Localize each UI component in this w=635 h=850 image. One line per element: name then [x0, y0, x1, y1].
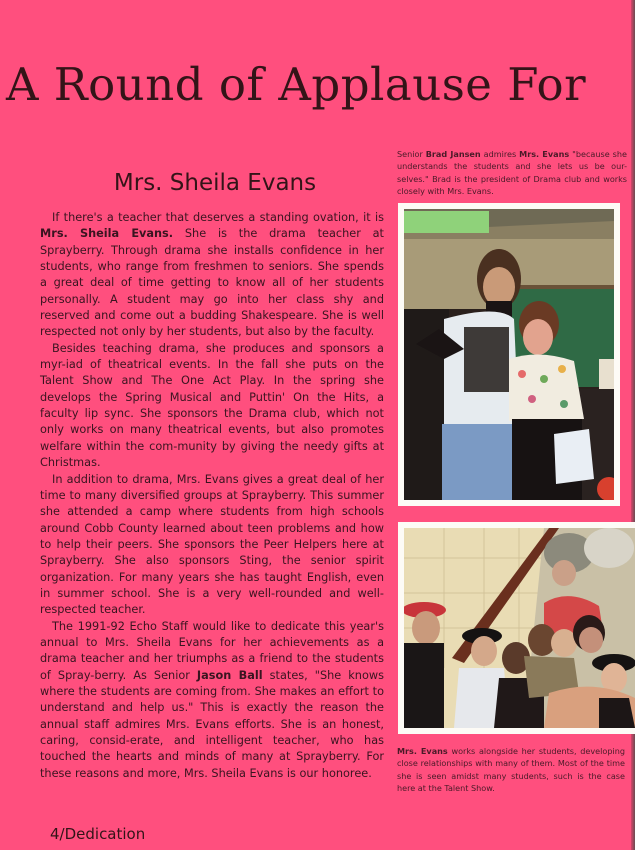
- photo-caption-bottom: Mrs. Evans works alongside her students, developing close relationships with many of them. Most of the time she is seen amidst many students, such is the case here at the Talent Show.: [397, 746, 625, 794]
- photo-evans-with-student: [398, 203, 620, 506]
- student-name-bold: Jason Ball: [196, 668, 263, 682]
- group-photo-illustration: [404, 528, 635, 728]
- article-paragraph-4: The 1991-92 Echo Staff would like to dedicate this year's annual to Mrs. Sheila Evans for her achievements as a drama teacher and her triumphs as a friend to the students of Spray-berry. As Senior Jason Ball states, "She knows where the students are coming from. She makes an effort to understand and help us." This is exactly the reason the annual staff admires Mrs. Evans efforts. She is an honest, caring, consid-erate, and intelligent teacher, who has touched the hearts and minds of many at Sprayberry. For these reasons and more, Mrs. Sheila Evans is our honoree.: [40, 619, 384, 780]
- article-paragraph-3: In addition to drama, Mrs. Evans gives a great deal of her time to many diversified groups at Sprayberry. This summer she attended a camp where students from high schools around Cobb County learned about teen problems and how to help their peers. She sponsors the Peer Helpers here at Sprayberry. She also sponsors Sting, the senior spirit organization. For many years she has taught English, even in summer school. She is a very well-rounded and well-respected teacher.: [40, 472, 384, 617]
- article-paragraph-1: If there's a teacher that deserves a standing ovation, it is Mrs. Sheila Evans. She is the drama teacher at Sprayberry. Through drama she installs confidence in her students, who range from freshmen to seniors. She spends a great deal of time getting to know all of her students personally. A student may go into her class shy and reserved and come out a budding Shakespeare. She is well respected not only by her students, but also by the faculty.: [40, 211, 384, 339]
- photo-talent-show-group: [398, 522, 635, 734]
- classroom-photo-illustration: [404, 209, 614, 500]
- photo-caption-top: Senior Brad Jansen admires Mrs. Evans "because she understands the students and she lets us be our-selves." Brad is the president of Drama club and works closely with Mrs. Evans.: [397, 149, 627, 197]
- honoree-name-heading: Mrs. Sheila Evans: [113, 170, 317, 196]
- honoree-name-bold: Mrs. Sheila Evans.: [40, 227, 174, 241]
- article-paragraph-2: Besides teaching drama, she produces and sponsors a myr-iad of theatrical events. In the fall she puts on the Talent Show and The One Act Play. In the spring she develops the Spring Musical and Puttin' On the Hits, a faculty lip sync. She sponsors the Drama club, which not only works on many theatrical events, but also promotes welfare within the com-munity by giving the needy gifts at Christmas.: [40, 341, 384, 470]
- page-title: A Round of Applause For: [6, 58, 587, 111]
- article-body: [40, 210, 384, 782]
- page-folio: 4/Dedication: [50, 825, 146, 843]
